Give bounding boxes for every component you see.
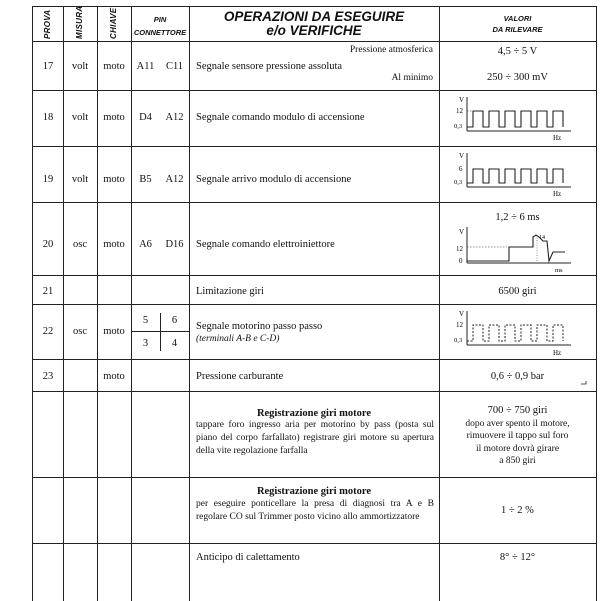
row23-op: Pressione carburante (196, 371, 284, 382)
row17-pin-a: A11 (136, 61, 155, 72)
row20-waveform (453, 225, 583, 273)
row26-val: 8° ÷ 12° (499, 552, 536, 563)
row21-op: Limitazione giri (196, 286, 264, 297)
row24-val-line: a 850 giri (499, 456, 536, 466)
header-valori-line2: DA RILEVARE (492, 25, 543, 34)
header-misura: MISURA (75, 5, 84, 39)
row21-val: 6500 giri (498, 286, 537, 297)
header-valori-line1: VALORI (503, 14, 532, 23)
row-divider (33, 275, 596, 276)
row22-prova: 22 (42, 326, 54, 337)
row23-val: 0,6 ÷ 0,9 bar (490, 371, 545, 382)
row22-op: Segnale motorino passo passo (196, 321, 323, 332)
row18-wave-level: 12 (456, 107, 463, 115)
row-divider (33, 202, 596, 203)
row24-val-line: dopo aver spento il motore, (465, 418, 570, 429)
row20-val-top: 1,2 ÷ 6 ms (495, 212, 540, 223)
row24-val-line: 700 ÷ 750 giri (487, 405, 548, 416)
row19-chiave: moto (103, 174, 125, 185)
row19-op: Segnale arrivo modulo di accensione (196, 174, 352, 185)
row19-wave-unit: Hz (553, 190, 562, 198)
row17-op-bottom: Al minimo (391, 73, 433, 83)
row18-wave-zero: 0,3 (454, 123, 463, 130)
row18-chiave: moto (103, 112, 125, 123)
row19-pin-a: B5 (139, 174, 152, 185)
row-divider (33, 359, 596, 360)
row22-pin-b-top: 6 (171, 315, 178, 326)
row20-misura: osc (73, 239, 87, 250)
row18-misura: volt (71, 112, 89, 123)
row20-pin-a: A6 (139, 239, 152, 250)
row23-prova: 23 (42, 371, 54, 382)
row-divider (33, 304, 596, 305)
row17-val-bottom: 250 ÷ 300 mV (487, 72, 548, 83)
row20-wave-v: V (459, 228, 465, 236)
row20-op: Segnale comando elettroiniettore (196, 239, 335, 250)
row19-wave-v: V (459, 152, 465, 160)
row22-op-sub: (terminali A-B e C-D) (196, 334, 280, 344)
row20-pin-b: D16 (165, 239, 184, 250)
row23-chiave: moto (103, 371, 125, 382)
row19-prova: 19 (42, 174, 54, 185)
row22-pin-b-bot: 4 (171, 338, 178, 349)
row18-pin-b: A12 (165, 112, 184, 123)
row20-wave-zero: 0 (459, 257, 463, 265)
row18-wave-unit: Hz (553, 134, 562, 142)
row22-misura: osc (73, 326, 87, 337)
row22-pin-a-top: 5 (142, 315, 149, 326)
row22-wave-v: V (459, 310, 465, 318)
row24-op: tappare foro ingresso aria per motorino by pass (posta sul piano del corpo farfallato) registrare giri motore su apertura della vite regolazione farfalla (196, 420, 434, 456)
row25-op: per eseguire ponticellare la presa di diagnosi tra A e B regolare CO sul Trimmer posto vicino allo ammortizzatore (196, 499, 434, 522)
row22-waveform (453, 307, 583, 357)
row25-op-title: Registrazione giri motore (256, 486, 372, 497)
header-pin-line1: PIN (153, 15, 167, 24)
row-divider (33, 90, 596, 91)
row22-pin-a-bot: 3 (142, 338, 149, 349)
header-prova: PROVA (43, 9, 52, 39)
row17-chiave: moto (103, 61, 125, 72)
row17-pin-b: C11 (165, 61, 184, 72)
row20-prova: 20 (42, 239, 54, 250)
row22-wave-unit: Hz (553, 349, 562, 357)
row18-wave-v: V (459, 96, 465, 104)
row24-op-title: Registrazione giri motore (256, 408, 372, 419)
row18-op: Segnale comando modulo di accensione (196, 112, 365, 123)
header-pin-line2: CONNETTORE (133, 28, 187, 37)
row18-prova: 18 (42, 112, 54, 123)
row19-pin-b: A12 (165, 174, 184, 185)
row19-misura: volt (71, 174, 89, 185)
row22-wave-level: 12 (456, 321, 463, 329)
header-operazioni-line1: OPERAZIONI DA ESEGUIRE (223, 9, 405, 24)
row22-chiave: moto (103, 326, 125, 337)
row22-wave-zero: 0,3 (454, 337, 463, 344)
row21-prova: 21 (42, 286, 54, 297)
row19-wave-level: 6 (459, 165, 463, 173)
row18-waveform (453, 93, 583, 143)
row17-val-top: 4,5 ÷ 5 V (497, 46, 538, 57)
row19-wave-zero: 0,3 (454, 179, 463, 186)
header-chiave: CHIAVE (109, 7, 118, 39)
row25-val: 1 ÷ 2 % (501, 505, 534, 516)
test-table (32, 6, 597, 601)
row19-waveform (453, 149, 583, 199)
header-operazioni-line2: e/o VERIFICHE (266, 23, 362, 38)
row20-wave-spike: 14 (539, 235, 545, 241)
row17-op: Segnale sensore pressione assoluta (196, 61, 343, 72)
row-divider (33, 391, 596, 392)
row20-wave-level: 12 (456, 245, 463, 253)
header-pin (131, 15, 189, 37)
row26-op: Anticipo di calettamento (196, 552, 300, 563)
header-valori (439, 13, 596, 35)
row20-wave-unit: ms (555, 267, 563, 273)
small-arrow-icon (580, 379, 590, 387)
row-divider (33, 543, 596, 544)
row-divider (33, 41, 596, 42)
row-divider (33, 146, 596, 147)
row17-op-top: Pressione atmosferica (349, 45, 433, 55)
row17-prova: 17 (42, 61, 54, 72)
row17-misura: volt (71, 61, 89, 72)
row20-chiave: moto (103, 239, 125, 250)
row24-val-line: il motore dovrà girare (475, 443, 560, 454)
header-operazioni (189, 10, 439, 38)
row-divider (33, 477, 596, 478)
row24-val (439, 405, 596, 468)
row24-val-line: rimuovere il tappo sul foro (466, 431, 569, 441)
row18-pin-a: D4 (139, 112, 152, 123)
